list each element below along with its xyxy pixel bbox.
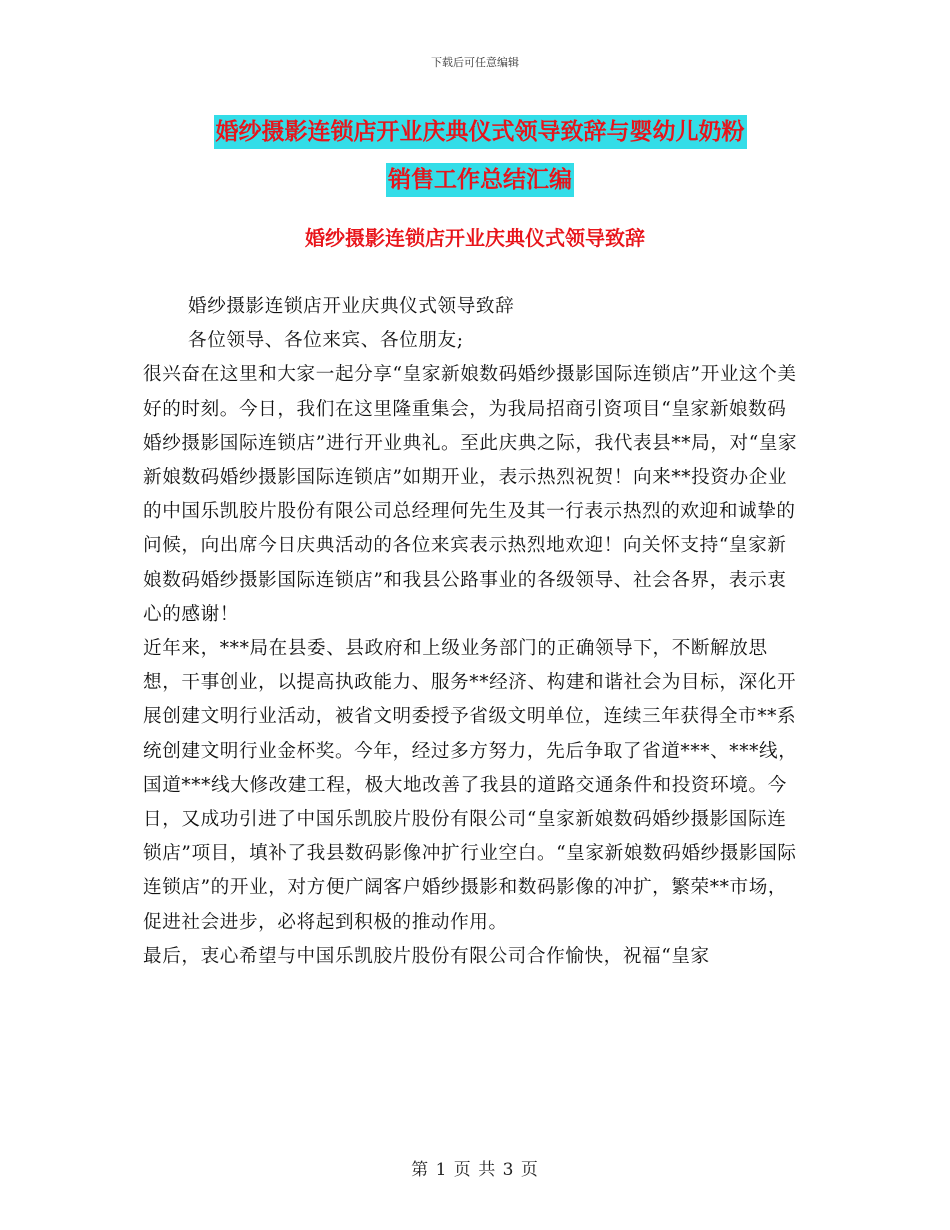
paragraph-salutation: 各位领导、各位来宾、各位朋友;	[188, 330, 464, 352]
paragraph-body: 最后，衷心希望与中国乐凯胶片股份有限公司合作愉快，祝福“皇家	[143, 945, 710, 967]
section-title: 婚纱摄影连锁店开业庆典仪式领导致辞	[305, 226, 645, 250]
paragraph-subtitle: 婚纱摄影连锁店开业庆典仪式领导致辞	[188, 296, 515, 317]
title-line-1: 婚纱摄影连锁店开业庆典仪式领导致辞与婴幼儿奶粉	[214, 115, 747, 149]
title-line-2: 销售工作总结汇编	[386, 163, 574, 197]
body-text	[143, 290, 805, 974]
document-title	[150, 108, 810, 204]
paragraph-body: 很兴奋在这里和大家一起分享“皇家新娘数码婚纱摄影国际连锁店”开业这个美好的时刻。今日，我们在这里隆重集会，为我局招商引资项目“皇家新娘数码婚纱摄影国际连锁店”进行开业典礼。至此庆典之际，我代表县**局，对“皇家新娘数码婚纱摄影国际连锁店”如期开业，表示热烈祝贺！向来**投资办企业的中国乐凯胶片股份有限公司总经理何先生及其一行表示热烈的欢迎和诚挚的问候，向出席今日庆典活动的各位来宾表示热烈地欢迎！向关怀支持“皇家新娘数码婚纱摄影国际连锁店”和我县公路事业的各级领导、社会各界，表示衷心的感谢！	[143, 364, 798, 625]
page-footer: 第 1 页 共 3 页	[411, 1160, 539, 1180]
header-note: 下载后可任意编辑	[431, 56, 519, 69]
paragraph-body: 近年来，***局在县委、县政府和上级业务部门的正确领导下，不断解放思想，干事创业，以提高执政能力、服务**经济、构建和谐社会为目标，深化开展创建文明行业活动，被省文明委授予省级文明单位，连续三年获得全市**系统创建文明行业金杯奖。今年，经过多方努力，先后争取了省道***、***线，国道***线大修改建工程，极大地改善了我县的道路交通条件和投资环境。今日，又成功引进了中国乐凯胶片股份有限公司“皇家新娘数码婚纱摄影国际连锁店”项目，填补了我县数码影像冲扩行业空白。“皇家新娘数码婚纱摄影国际连锁店”的开业，对方便广阔客户婚纱摄影和数码影像的冲扩，繁荣**市场，促进社会进步，必将起到积极的推动作用。	[143, 638, 798, 933]
